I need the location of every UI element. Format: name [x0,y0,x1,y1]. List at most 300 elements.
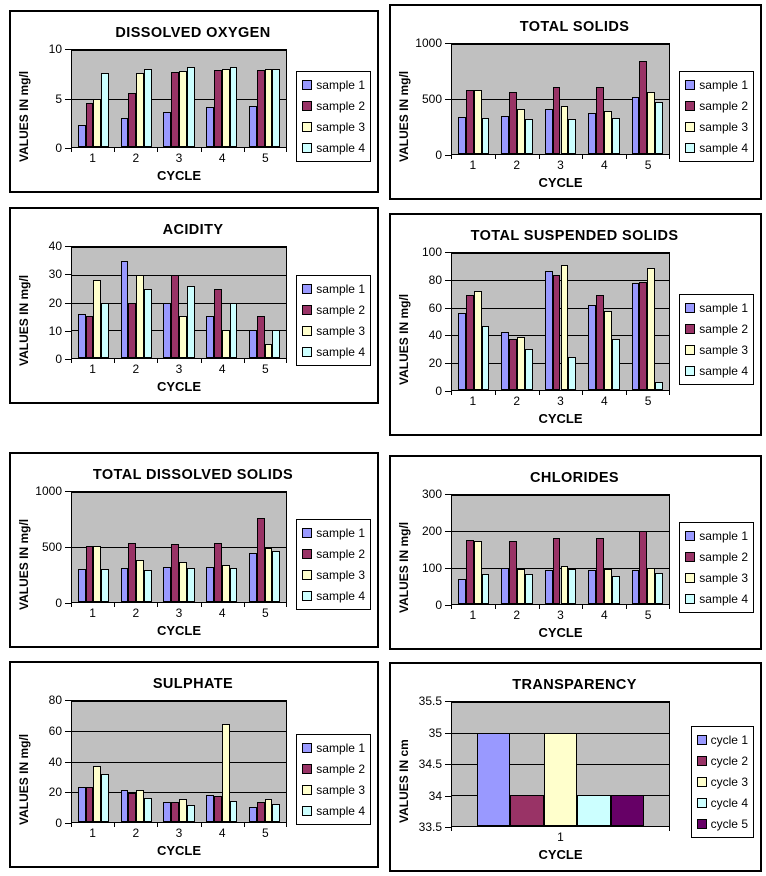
bar-sample-2-cycle-4 [214,289,222,358]
chart-main [395,487,754,640]
legend [670,701,754,862]
bar-sample-1-cycle-5 [632,570,640,604]
legend-label: sample 4 [699,591,748,606]
bar-sample-1-cycle-4 [588,305,596,390]
sample-1-swatch [685,303,695,313]
y-axis [33,239,71,366]
bar-sample-1-cycle-5 [249,330,257,358]
plot-column [413,694,670,862]
x-tick-label: 1 [469,394,477,408]
legend-item [697,754,748,768]
legend-label: sample 2 [699,99,748,113]
legend-item [685,120,748,134]
x-tick [157,823,158,827]
bar-sample-3-cycle-2 [517,109,525,154]
plot-area [71,491,287,603]
bar-sample-1-cycle-2 [121,261,129,358]
y-tick-label: 80 [428,272,442,287]
legend-item [302,526,365,540]
x-axis-label: CYCLE [156,168,202,183]
bar-sample-1-cycle-2 [501,568,509,604]
cycle-3-swatch [697,777,707,787]
sample-1-swatch [302,284,312,294]
bar-sample-3-cycle-2 [517,569,525,604]
bar-sample-1-cycle-3 [163,303,171,359]
x-tick-label: 4 [600,608,608,622]
x-tick-label: 2 [513,394,521,408]
legend-label: cycle 5 [710,816,748,831]
plot-column [413,487,670,640]
x-axis-label: CYCLE [156,623,202,638]
x-tick [495,605,496,609]
x-tick [539,605,540,609]
x-tick [114,148,115,152]
bar-sample-1-cycle-4 [206,567,214,602]
legend-item [302,303,365,317]
y-tick-label: 10 [48,42,62,56]
x-axis [451,827,670,844]
x-tick-label: 5 [644,394,652,408]
chart-main [15,239,371,394]
y-axis-label: VALUES IN mg/l [17,518,31,611]
plot-row [413,36,670,162]
bar-sample-4-cycle-4 [230,801,238,822]
bar-sample-3-cycle-1 [93,766,101,822]
y-tick-label: 0 [435,148,442,162]
bar-sample-3-cycle-3 [179,316,187,358]
bar-sample-3-cycle-2 [136,73,144,147]
bar-sample-4-cycle-2 [525,119,533,154]
x-tick [286,823,287,827]
bar-sample-1-cycle-2 [121,118,129,147]
legend-label: sample 1 [699,78,748,92]
bar-sample-3-cycle-2 [136,790,144,822]
bar-sample-4-cycle-5 [272,804,280,822]
chart-title: CHLORIDES [530,470,619,486]
legend-item [302,568,365,582]
chart-main [15,42,371,183]
legend-label: sample 1 [316,281,365,296]
plot-area [71,49,287,148]
bar-sample-4-cycle-4 [230,67,238,147]
bar-cycle-3-cycle-1 [544,733,577,826]
sample-1-swatch [302,528,312,538]
plot-row [33,239,287,366]
bar-sample-2-cycle-1 [86,787,94,822]
bar-sample-4-cycle-5 [655,573,663,604]
bar-sample-4-cycle-1 [482,574,490,604]
sample-4-swatch [685,366,695,376]
legend-label: sample 3 [316,782,365,797]
legend-label: sample 1 [699,528,748,543]
gridline [72,492,286,493]
cycle-1-swatch [697,735,707,745]
x-axis-label: CYCLE [538,847,583,862]
x-tick-label: 3 [557,608,564,622]
x-tick [157,603,158,607]
y-axis-label: VALUES IN mg/l [397,521,411,613]
bar-sample-1-cycle-1 [78,314,86,358]
bar-sample-4-cycle-5 [655,102,663,154]
y-axis [413,487,451,612]
legend-label: sample 2 [699,321,748,336]
plot-row [33,693,287,830]
x-tick-label: 4 [218,151,226,165]
plot-area [451,494,670,605]
bar-sample-4-cycle-5 [272,330,280,358]
x-tick [495,391,496,395]
x-tick-label: 1 [557,830,564,844]
bar-sample-3-cycle-1 [474,541,482,604]
plot-row [33,484,287,610]
bar-sample-3-cycle-2 [517,337,525,390]
x-tick [201,359,202,363]
x-tick [244,148,245,152]
bar-sample-1-cycle-5 [632,283,640,390]
bar-sample-4-cycle-5 [272,69,280,147]
bar-sample-3-cycle-4 [604,111,612,154]
bar-sample-1-cycle-3 [163,112,171,147]
bar-sample-2-cycle-2 [128,303,136,359]
bar-sample-3-cycle-3 [561,265,569,390]
legend-item [697,817,748,831]
bar-sample-1-cycle-3 [163,567,171,602]
sample-4-swatch [302,806,312,816]
bar-sample-3-cycle-1 [93,280,101,358]
legend-label: sample 2 [699,549,748,564]
x-axis [71,603,287,620]
x-tick-label: 1 [469,158,477,172]
bar-sample-2-cycle-1 [86,103,94,147]
x-axis-label: CYCLE [538,411,583,426]
legend [287,491,371,638]
plot-area [451,701,670,827]
plot-row [413,694,670,834]
legend-item [302,547,365,561]
legend-item [302,804,365,818]
y-tick-label: 33.5 [418,820,442,834]
x-tick [114,823,115,827]
x-tick-label: 1 [89,826,96,840]
legend-item [685,141,748,155]
x-tick-label: 5 [262,151,269,165]
sample-2-swatch [685,324,695,334]
legend-label: sample 3 [699,342,748,357]
bar-sample-2-cycle-5 [257,802,265,822]
y-tick-label: 60 [428,300,442,315]
y-axis-label: VALUES IN mg/l [397,70,411,163]
x-tick-label: 2 [132,606,140,620]
legend-item [302,78,365,92]
bar-sample-2-cycle-2 [128,543,136,602]
legend-item [685,364,748,378]
bar-sample-3-cycle-3 [561,106,569,154]
legend-label: sample 4 [699,363,748,378]
legend-item [302,324,365,338]
legend-label: sample 4 [699,141,748,155]
x-tick-label: 3 [557,394,564,408]
bar-sample-1-cycle-5 [249,807,257,822]
legend-item [302,99,365,113]
bar-sample-2-cycle-4 [596,87,604,154]
x-tick-label: 4 [218,606,226,620]
bar-sample-4-cycle-3 [568,119,576,154]
bar-sample-1-cycle-3 [545,570,553,604]
bar-sample-1-cycle-2 [501,116,509,155]
y-tick-label: 0 [55,141,62,155]
x-tick-label: 5 [644,608,652,622]
x-axis [71,823,287,840]
bar-sample-2-cycle-3 [553,275,561,390]
sample-3-swatch [302,326,312,336]
x-axis [451,391,670,408]
chart-title: SULPHATE [152,676,234,692]
legend-label: sample 3 [316,119,365,134]
x-tick-label: 1 [89,151,96,165]
bar-sample-1-cycle-4 [206,316,214,358]
bar-sample-1-cycle-5 [632,97,640,154]
y-axis [33,42,71,155]
x-tick-label: 3 [175,606,183,620]
y-tick-label: 20 [48,295,62,310]
bar-sample-4-cycle-4 [612,576,620,604]
bar-sample-2-cycle-5 [639,282,647,390]
legend-item [685,322,748,336]
y-axis [413,245,451,398]
sample-1-swatch [302,743,312,753]
x-axis-label: CYCLE [538,175,583,190]
legend-box [296,519,371,610]
plot-row [413,487,670,612]
gridline [452,531,669,532]
bar-sample-1-cycle-5 [249,553,257,603]
x-tick [451,605,452,609]
plot-area [451,252,670,391]
legend-label: sample 3 [699,570,748,585]
x-axis [71,359,287,376]
y-tick-label: 200 [421,523,442,538]
y-tick-label: 0 [435,384,442,398]
y-tick-label: 100 [421,245,442,259]
legend-label: sample 1 [699,300,748,315]
gridline [452,44,669,45]
plot-area [451,43,670,155]
y-tick-label: 40 [48,239,62,253]
legend-box [296,734,371,825]
bar-sample-1-cycle-1 [78,569,86,602]
bar-sample-4-cycle-3 [187,286,195,358]
bar-sample-1-cycle-2 [121,568,129,602]
sample-3-swatch [685,345,695,355]
bar-sample-1-cycle-2 [501,332,509,390]
y-tick-label: 500 [421,92,442,106]
legend-item [697,775,748,789]
legend-label: sample 1 [316,740,365,755]
bar-sample-4-cycle-1 [101,569,109,602]
chart-total-solids [389,4,762,200]
bar-sample-3-cycle-1 [93,546,101,602]
y-axis [413,694,451,834]
bar-sample-2-cycle-2 [509,92,517,154]
bar-sample-2-cycle-5 [257,518,265,602]
chart-main [395,36,754,190]
x-axis [451,605,670,622]
bar-sample-4-cycle-1 [101,303,109,359]
x-tick [626,391,627,395]
x-axis [71,148,287,165]
bar-sample-4-cycle-2 [525,574,533,604]
legend-label: sample 4 [316,344,365,359]
cycle-5-swatch [697,819,707,829]
bar-sample-4-cycle-2 [525,349,533,390]
bar-sample-2-cycle-2 [509,339,517,390]
y-axis [413,36,451,162]
x-tick [201,148,202,152]
x-tick-label: 3 [175,151,183,165]
y-tick-label: 34 [428,788,442,803]
bar-sample-1-cycle-5 [249,106,257,147]
legend-label: sample 2 [316,98,365,113]
x-tick [582,391,583,395]
legend-item [685,529,748,543]
x-tick-label: 4 [600,394,608,408]
bar-sample-3-cycle-3 [179,562,187,602]
bar-sample-3-cycle-4 [604,311,612,390]
plot-column [33,239,287,394]
legend-label: cycle 3 [710,774,748,789]
sample-3-swatch [685,122,695,132]
sample-1-swatch [685,531,695,541]
bar-sample-2-cycle-1 [466,295,474,390]
bar-sample-3-cycle-5 [265,548,273,602]
chart-total-dissolved-solids [9,452,379,648]
x-tick [244,359,245,363]
legend-label: sample 2 [316,547,365,561]
legend-label: cycle 4 [710,795,748,810]
x-tick-label: 4 [600,158,608,172]
x-tick-label: 5 [262,606,269,620]
bar-sample-4-cycle-5 [272,551,280,602]
chart-transparency [389,662,762,872]
legend-box [679,294,754,385]
bar-sample-2-cycle-3 [553,538,561,604]
x-tick-label: 2 [132,362,140,376]
legend-item [302,282,365,296]
bar-sample-2-cycle-3 [171,544,179,602]
bar-sample-2-cycle-1 [466,540,474,604]
x-tick [626,605,627,609]
x-tick [539,391,540,395]
sample-2-swatch [302,549,312,559]
bar-sample-2-cycle-5 [257,316,265,358]
bar-sample-1-cycle-1 [458,117,466,154]
x-tick-label: 5 [644,158,652,172]
bar-sample-2-cycle-1 [86,316,94,358]
y-tick-label: 35 [428,725,442,740]
bar-sample-4-cycle-1 [482,326,490,390]
bar-sample-2-cycle-2 [128,793,136,822]
bar-cycle-2-cycle-1 [510,795,543,826]
y-axis-label: VALUES IN cm [397,739,411,824]
bar-cycle-1-cycle-1 [477,733,510,826]
x-tick [286,359,287,363]
bar-cycle-4-cycle-1 [577,795,610,826]
chart-chlorides [389,455,762,650]
y-axis-label: VALUES IN mg/l [17,70,31,162]
bar-sample-4-cycle-3 [568,569,576,604]
plot-column [413,36,670,190]
x-tick-label: 1 [89,362,96,376]
legend-label: cycle 1 [710,732,748,747]
legend-label: sample 1 [316,77,365,92]
chart-title: TRANSPARENCY [512,677,637,693]
legend-item [685,99,748,113]
bar-sample-4-cycle-1 [101,774,109,822]
legend-item [685,550,748,564]
legend-label: sample 4 [316,589,365,603]
chart-sulphate [9,661,379,868]
plot-row [33,42,287,155]
x-tick-label: 1 [469,608,477,622]
sample-3-swatch [302,570,312,580]
bar-sample-1-cycle-2 [121,790,129,822]
bar-sample-4-cycle-3 [187,805,195,822]
bar-cycle-5-cycle-1 [611,795,644,826]
bar-sample-2-cycle-3 [171,72,179,147]
legend-label: sample 2 [316,302,365,317]
legend-item [685,301,748,315]
x-tick [669,827,670,831]
legend-item [302,141,365,155]
x-tick-label: 1 [89,606,96,620]
legend-item [302,783,365,797]
x-tick [71,603,72,607]
chart-main [395,245,754,426]
legend-label: sample 1 [316,526,365,540]
legend-label: cycle 2 [710,753,748,768]
bar-sample-3-cycle-2 [136,560,144,602]
x-tick [451,155,452,159]
gridline [72,762,286,763]
y-tick-label: 20 [428,356,442,371]
sample-2-swatch [685,101,695,111]
bar-sample-2-cycle-1 [86,546,94,602]
y-tick-label: 300 [421,487,442,501]
y-tick-label: 20 [48,785,62,800]
bar-sample-3-cycle-1 [474,90,482,154]
legend [287,49,371,183]
x-tick-label: 3 [557,158,564,172]
bar-sample-3-cycle-5 [647,268,655,390]
bar-sample-1-cycle-4 [206,795,214,822]
bar-sample-1-cycle-4 [588,570,596,604]
legend-item [697,733,748,747]
bar-sample-1-cycle-1 [78,125,86,147]
plot-area [71,700,287,823]
x-axis [451,155,670,172]
legend-item [302,741,365,755]
bar-sample-2-cycle-3 [553,87,561,154]
legend-item [685,78,748,92]
y-tick-label: 40 [48,754,62,769]
x-axis-label: CYCLE [538,625,583,640]
y-tick-label: 0 [55,596,62,610]
x-tick [626,155,627,159]
x-tick [582,605,583,609]
legend-label: sample 4 [316,140,365,155]
plot-column [33,42,287,183]
plot-column [413,245,670,426]
